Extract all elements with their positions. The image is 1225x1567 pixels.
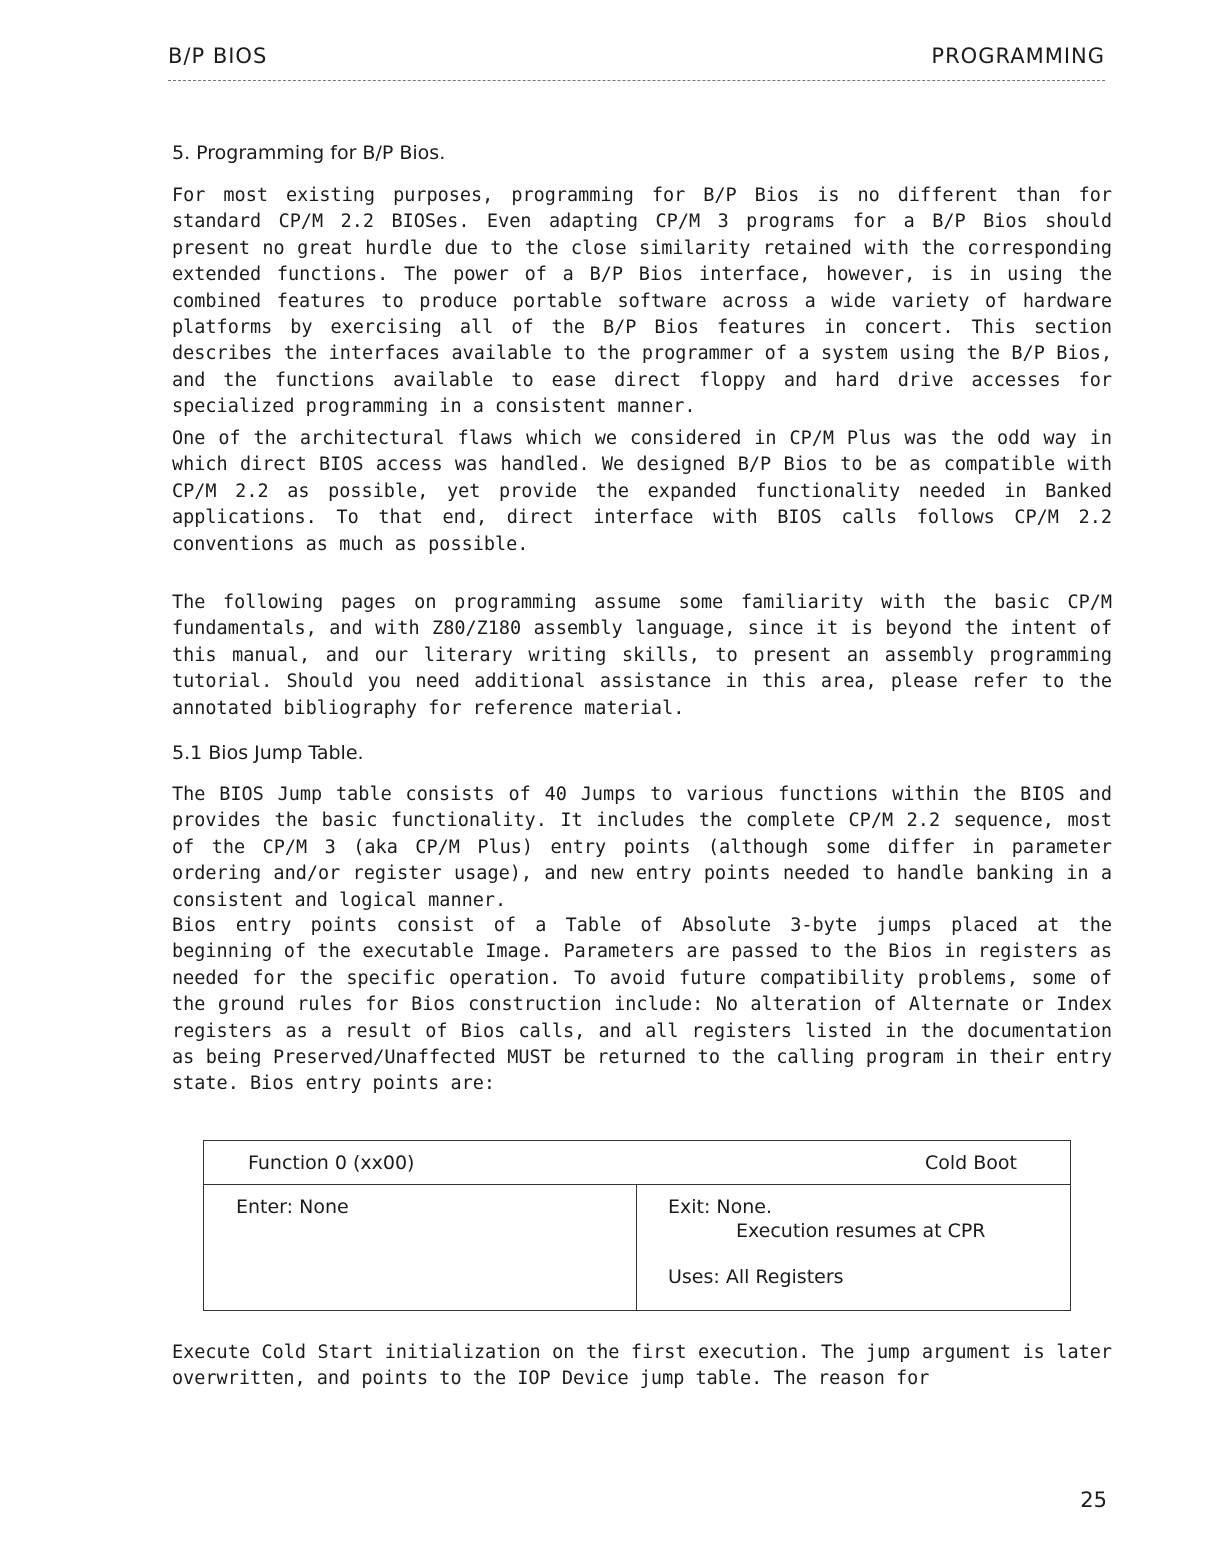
function-table-header-row: [204, 1141, 1070, 1185]
section-heading-5-1: 5.1 Bios Jump Table.: [172, 742, 364, 764]
function-table-divider: [636, 1184, 637, 1310]
paragraph-cold-boot-description: Execute Cold Start initialization on the first execution. The jump argument is later overwritten, and points to the IOP Device jump table. The reason for: [172, 1342, 1112, 1390]
exit-conditions: Exit: None.: [668, 1196, 773, 1218]
function-number-label: Function 0 (xx00): [248, 1152, 415, 1174]
running-header-left: B/P BIOS: [168, 44, 268, 68]
paragraph-5-assumptions: The following pages on programming assume some familiarity with the basic CP/M fundamentals, and with Z80/Z180 assembly language, since it is beyond the intent of this manual, and our literary writing skills, to present an assembly programming tutorial. Should you need additional assistance in this area, please refer to the annotated bibliography for reference material.: [172, 592, 1112, 719]
paragraph-5-1-jump-table: The BIOS Jump table consists of 40 Jumps to various functions within the BIOS and provides the basic functionality. It includes the complete CP/M 2.2 sequence, most of the CP/M 3 (aka CP/M Plus) entry points (although some differ in parameter ordering and/or register usage), and new entry points needed to handle banking in a consistent and logical manner.: [172, 784, 1112, 911]
enter-conditions: Enter: None: [236, 1196, 349, 1218]
header-rule: [168, 80, 1105, 81]
paragraph-5-bios-access: One of the architectural flaws which we considered in CP/M Plus was the odd way in which direct BIOS access was handled. We designed B/P Bios to be as compatible with CP/M 2.2 as possible, yet provide the expanded functionality needed in Banked applications. To that end, direct interface with BIOS calls follows CP/M 2.2 conventions as much as possible.: [172, 428, 1112, 555]
function-name-label: Cold Boot: [924, 1152, 1017, 1174]
registers-used: Uses: All Registers: [668, 1266, 844, 1288]
section-heading-5: 5. Programming for B/P Bios.: [172, 142, 446, 164]
page-number: 25: [1080, 1488, 1107, 1512]
paragraph-5-intro: For most existing purposes, programming for B/P Bios is no different than for standard CP/M 2.2 BIOSes. Even adapting CP/M 3 programs for a B/P Bios should present no great hurdle due to the close similarity retained with the corresponding extended functions. The power of a B/P Bios interface, however, is in using the combined features to produce portable software across a wide variety of hardware platforms by exercising all of the B/P Bios features in concert. This section describes the interfaces available to the programmer of a system using the B/P Bios, and the functions available to ease direct floppy and hard drive accesses for specialized programming in a consistent manner.: [172, 185, 1112, 418]
paragraph-5-1-entry-points: Bios entry points consist of a Table of Absolute 3-byte jumps placed at the beginning of the executable Image. Parameters are passed to the Bios in registers as needed for the specific operation. To avoid future compatibility problems, some of the ground rules for Bios construction include: No alteration of Alternate or Index registers as a result of Bios calls, and all registers listed in the documentation as being Preserved/Unaffected MUST be returned to the calling program in their entry state. Bios entry points are:: [172, 915, 1112, 1095]
exit-detail: Execution resumes at CPR: [736, 1220, 986, 1242]
function-table: [203, 1140, 1071, 1311]
running-header-right: PROGRAMMING: [931, 44, 1105, 68]
